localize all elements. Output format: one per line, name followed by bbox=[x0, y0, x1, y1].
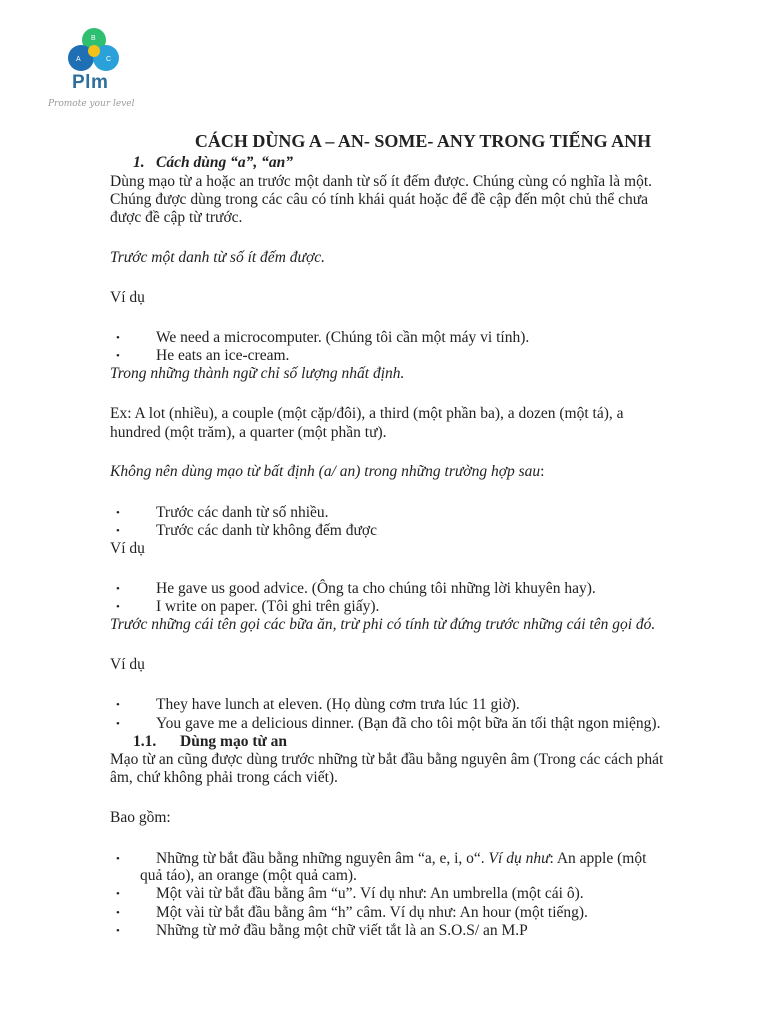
an-intro-line-2: âm, chứ không phải trong cách viết). bbox=[110, 769, 338, 786]
list-item-text: Trước các danh từ không đếm được bbox=[156, 522, 377, 539]
bullet-icon: • bbox=[116, 525, 120, 537]
rule-not-used-colon: : bbox=[540, 463, 545, 480]
list-item-text: Những từ mở đầu bằng một chữ viết tắt là an S.O.S/ an M.P bbox=[156, 922, 528, 939]
bullet-icon: • bbox=[116, 583, 120, 595]
intro-line-2: Chúng được dùng trong các câu có tính khái quát hoặc để đề cập đến một chủ thể chưa bbox=[110, 191, 649, 208]
list-item bbox=[116, 347, 716, 366]
list-item-text: They have lunch at eleven. (Họ dùng cơm trưa lúc 11 giờ). bbox=[156, 696, 520, 713]
an-intro-line-1: Mạo từ an cũng được dùng trước những từ bắt đầu bằng nguyên âm (Trong các cách phát bbox=[110, 751, 664, 768]
list-item-continuation: quả táo), an orange (một quả cam). bbox=[140, 867, 357, 884]
includes-label: Bao gồm: bbox=[110, 809, 171, 826]
list-item-text: He gave us good advice. (Ông ta cho chúng tôi những lời khuyên hay). bbox=[156, 580, 596, 597]
list-item bbox=[116, 904, 716, 923]
intro-line-3: được đề cập từ trước. bbox=[110, 209, 243, 226]
list-item-italic: Ví dụ như bbox=[488, 850, 550, 867]
bullet-icon: • bbox=[116, 888, 120, 900]
example-label: Ví dụ bbox=[110, 289, 145, 306]
subsection-number: 1.1. bbox=[133, 733, 157, 750]
logo-letter-a: A bbox=[76, 56, 81, 63]
logo-tagline: Promote your level bbox=[48, 99, 135, 109]
list-item-text: I write on paper. (Tôi ghi trên giấy). bbox=[156, 598, 380, 615]
rule-quantity-idioms: Trong những thành ngữ chỉ số lượng nhất định. bbox=[110, 365, 405, 382]
venn-logo-icon bbox=[46, 26, 146, 78]
logo-letter-c: C bbox=[106, 56, 112, 63]
section-number: 1. bbox=[133, 154, 145, 171]
bullet-icon: • bbox=[116, 907, 120, 919]
list-item bbox=[116, 696, 716, 715]
subsection-heading: Dùng mạo từ an bbox=[180, 733, 288, 750]
bullet-icon: • bbox=[116, 925, 120, 937]
bullet-icon: • bbox=[116, 699, 120, 711]
list-item bbox=[116, 885, 716, 904]
list-item-text: Những từ bắt đầu bằng những nguyên âm “a, e, i, o“. bbox=[156, 850, 489, 867]
page-title: CÁCH DÙNG A – AN- SOME- ANY TRONG TIẾNG ANH bbox=[194, 131, 652, 151]
list-item bbox=[116, 504, 716, 523]
rule-not-used bbox=[110, 463, 716, 482]
list-item bbox=[116, 580, 716, 599]
bullet-icon: • bbox=[116, 332, 120, 344]
rule-not-used-text: Không nên dùng mạo từ bất định (a/ an) trong những trường hợp sau bbox=[110, 463, 541, 480]
list-item-text: He eats an ice-cream. bbox=[156, 347, 290, 364]
rule-countable-singular: Trước một danh từ số ít đếm được. bbox=[110, 249, 325, 266]
rule-meals: Trước những cái tên gọi các bữa ăn, trừ phi có tính từ đứng trước những cái tên gọi đó. bbox=[110, 616, 656, 633]
logo-letter-b: B bbox=[91, 35, 96, 42]
list-item-text: : An apple (một bbox=[549, 850, 647, 867]
list-item-text: Trước các danh từ số nhiều. bbox=[156, 504, 329, 521]
bullet-icon: • bbox=[116, 350, 120, 362]
list-item bbox=[116, 598, 716, 617]
example-label: Ví dụ bbox=[110, 656, 145, 673]
list-item bbox=[116, 715, 716, 734]
section-heading: Cách dùng “a”, “an” bbox=[156, 154, 293, 171]
list-item-text: We need a microcomputer. (Chúng tôi cần một máy vi tính). bbox=[156, 329, 530, 346]
list-item bbox=[116, 850, 716, 869]
bullet-icon: • bbox=[116, 601, 120, 613]
bullet-icon: • bbox=[116, 853, 120, 865]
list-item-text: Một vài từ bắt đầu bằng âm “u”. Ví dụ như: An umbrella (một cái ô). bbox=[156, 885, 584, 902]
list-item bbox=[116, 522, 716, 541]
intro-line-1: Dùng mạo từ a hoặc an trước một danh từ số ít đếm được. Chúng cùng có nghĩa là một. bbox=[110, 173, 653, 190]
logo-name: Plm bbox=[72, 72, 109, 93]
list-item bbox=[116, 922, 716, 941]
list-item-text: Một vài từ bắt đầu bằng âm “h” câm. Ví dụ như: An hour (một tiếng). bbox=[156, 904, 588, 921]
list-item bbox=[116, 329, 716, 348]
bullet-icon: • bbox=[116, 718, 120, 730]
bullet-icon: • bbox=[116, 507, 120, 519]
ex-line-2: hundred (một trăm), a quarter (một phần tư). bbox=[110, 424, 387, 441]
list-item-text: You gave me a delicious dinner. (Bạn đã cho tôi một bữa ăn tối thật ngon miệng). bbox=[156, 715, 661, 732]
ex-line-1: Ex: A lot (nhiều), a couple (một cặp/đôi), a third (một phần ba), a dozen (một tá), a bbox=[110, 405, 624, 422]
logo-circle-center bbox=[88, 45, 100, 57]
example-label: Ví dụ bbox=[110, 540, 145, 557]
